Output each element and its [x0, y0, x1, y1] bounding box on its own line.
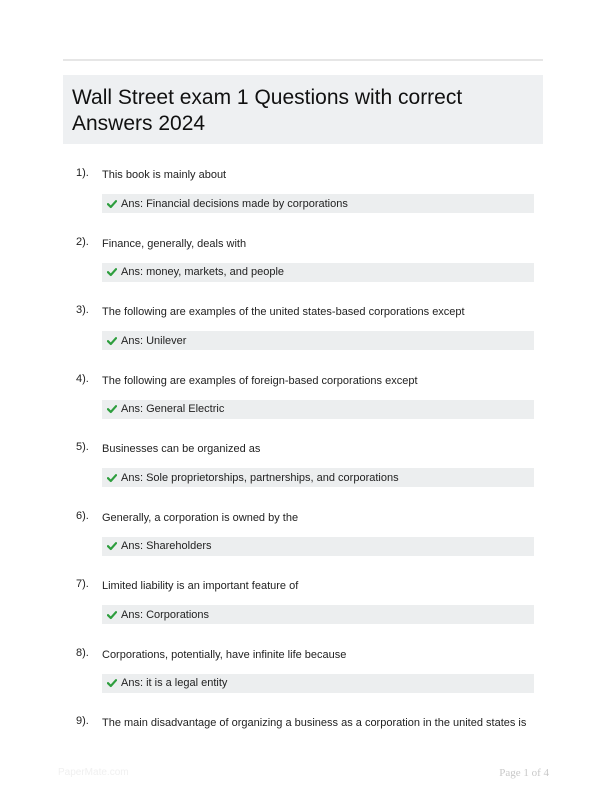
qa-item — [63, 303, 543, 372]
qa-item — [63, 509, 543, 578]
check-icon — [107, 267, 117, 277]
qa-item — [63, 372, 543, 441]
footer-site: PaperMate.com — [58, 767, 129, 778]
qa-item — [63, 166, 543, 235]
answer-box — [102, 605, 534, 624]
answer-box — [102, 400, 534, 419]
question-text: The following are examples of foreign-based corporations except — [102, 374, 418, 387]
question-number: 9). — [76, 715, 89, 727]
answer-text: Ans: it is a legal entity — [121, 677, 228, 689]
answer-text: Ans: Corporations — [121, 608, 210, 621]
answer-box — [102, 674, 534, 693]
answer-text: Ans: money, markets, and people — [121, 266, 285, 278]
qa-item — [63, 646, 543, 715]
question-text: Businesses can be organized as — [102, 443, 261, 455]
title-banner — [63, 75, 543, 144]
answer-box — [102, 537, 534, 556]
answer-text: Ans: Unilever — [121, 334, 187, 347]
check-icon — [107, 678, 117, 688]
question-text: The following are examples of the united states-based corporations except — [102, 306, 465, 318]
question-number: 3). — [76, 304, 89, 316]
qa-item — [63, 235, 543, 304]
answer-text: Ans: Financial decisions made by corporations — [121, 197, 348, 210]
question-text: Finance, generally, deals with — [102, 237, 247, 250]
question-number: 4). — [76, 372, 89, 385]
question-text: Generally, a corporation is owned by the — [102, 511, 299, 524]
check-icon — [107, 199, 117, 209]
question-number: 1). — [76, 167, 89, 179]
question-number: 7). — [76, 578, 89, 590]
page-title: Wall Street exam 1 Questions with correct Answers 2024 — [72, 86, 463, 135]
check-icon — [107, 541, 117, 551]
page-number: Page 1 of 4 — [499, 767, 549, 779]
question-number: 8). — [76, 646, 89, 659]
qa-item — [63, 714, 543, 783]
question-number: 2). — [76, 235, 89, 248]
qa-item — [63, 440, 543, 509]
top-divider — [63, 59, 543, 61]
question-number: 6). — [76, 509, 89, 522]
check-icon — [107, 610, 117, 620]
question-text: The main disadvantage of organizing a business as a corporation in the united states is — [102, 717, 527, 729]
check-icon — [107, 404, 117, 414]
answer-text: Ans: General Electric — [121, 403, 225, 415]
question-text: This book is mainly about — [102, 169, 227, 181]
answer-box — [102, 468, 534, 487]
question-number: 5). — [76, 441, 89, 453]
answer-box — [102, 331, 534, 350]
answer-box — [102, 194, 534, 213]
question-list — [63, 166, 543, 783]
check-icon — [107, 336, 117, 346]
question-text: Corporations, potentially, have infinite life because — [102, 648, 347, 661]
answer-text: Ans: Sole proprietorships, partnerships, and corporations — [121, 471, 399, 484]
answer-box — [102, 263, 534, 282]
question-text: Limited liability is an important feature of — [102, 580, 299, 592]
qa-item — [63, 577, 543, 646]
answer-text: Ans: Shareholders — [121, 540, 212, 552]
check-icon — [107, 473, 117, 483]
